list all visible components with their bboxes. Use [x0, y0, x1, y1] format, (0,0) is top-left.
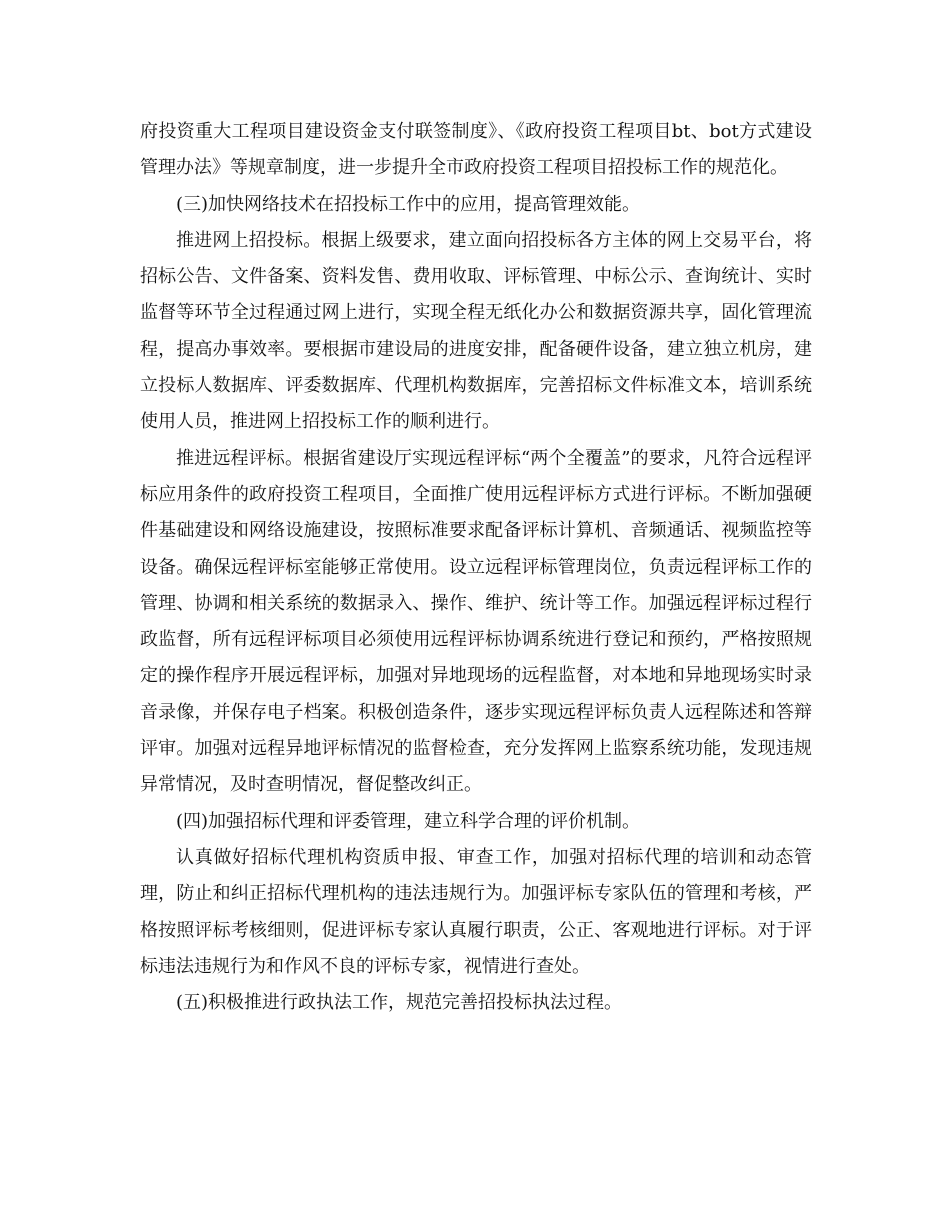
paragraph-agency-management: 认真做好招标代理机构资质申报、审查工作，加强对招标代理的培训和动态管理，防止和纠正招标代理机构的违法违规行为。加强评标专家队伍的管理和考核，严格按照评标考核细则，促进评标专家认真履行职责，公正、客观地进行评标。对于评标违法违规行为和作风不良的评标专家，视情进行查处。 [140, 846, 812, 977]
heading-section-5: (五)积极推进行政执法工作，规范完善招投标执法过程。 [176, 992, 623, 1014]
paragraph-continuation: 府投资重大工程项目建设资金支付联签制度》、《政府投资工程项目bt、bot方式建设管理办法》等规章制度，进一步提升全市政府投资工程项目招投标工作的规范化。 [140, 121, 812, 179]
heading-section-4: (四)加强招标代理和评委管理，建立科学合理的评价机制。 [176, 810, 641, 832]
paragraph-online-bidding: 推进网上招投标。根据上级要求，建立面向招投标各方主体的网上交易平台，将招标公告、文件备案、资料发售、费用收取、评标管理、中标公示、查询统计、实时监督等环节全过程通过网上进行，实现全程无纸化办公和数据资源共享，固化管理流程，提高办事效率。要根据市建设局的进度安排，配备硬件设备，建立独立机房，建立投标人数据库、评委数据库、代理机构数据库，完善招标文件标准文本，培训系统使用人员，推进网上招投标工作的顺利进行。 [140, 229, 812, 433]
paragraph-remote-evaluation: 推进远程评标。根据省建设厅实现远程评标“两个全覆盖”的要求，凡符合远程评标应用条件的政府投资工程项目，全面推广使用远程评标方式进行评标。不断加强硬件基础建设和网络设施建设，按照标准要求配备评标计算机、音频通话、视频监控等设备。确保远程评标室能够正常使用。设立远程评标管理岗位，负责远程评标工作的管理、协调和相关系统的数据录入、操作、维护、统计等工作。加强远程评标过程行政监督，所有远程评标项目必须使用远程评标协调系统进行登记和预约，严格按照规定的操作程序开展远程评标，加强对异地现场的远程监督，对本地和异地现场实时录音录像，并保存电子档案。积极创造条件，逐步实现远程评标负责人远程陈述和答辩评审。加强对远程异地评标情况的监督检查，充分发挥网上监察系统功能，发现违规异常情况，及时查明情况，督促整改纠正。 [140, 447, 812, 796]
heading-section-3: (三)加快网络技术在招投标工作中的应用，提高管理效能。 [176, 193, 641, 215]
document-body [140, 114, 812, 1021]
